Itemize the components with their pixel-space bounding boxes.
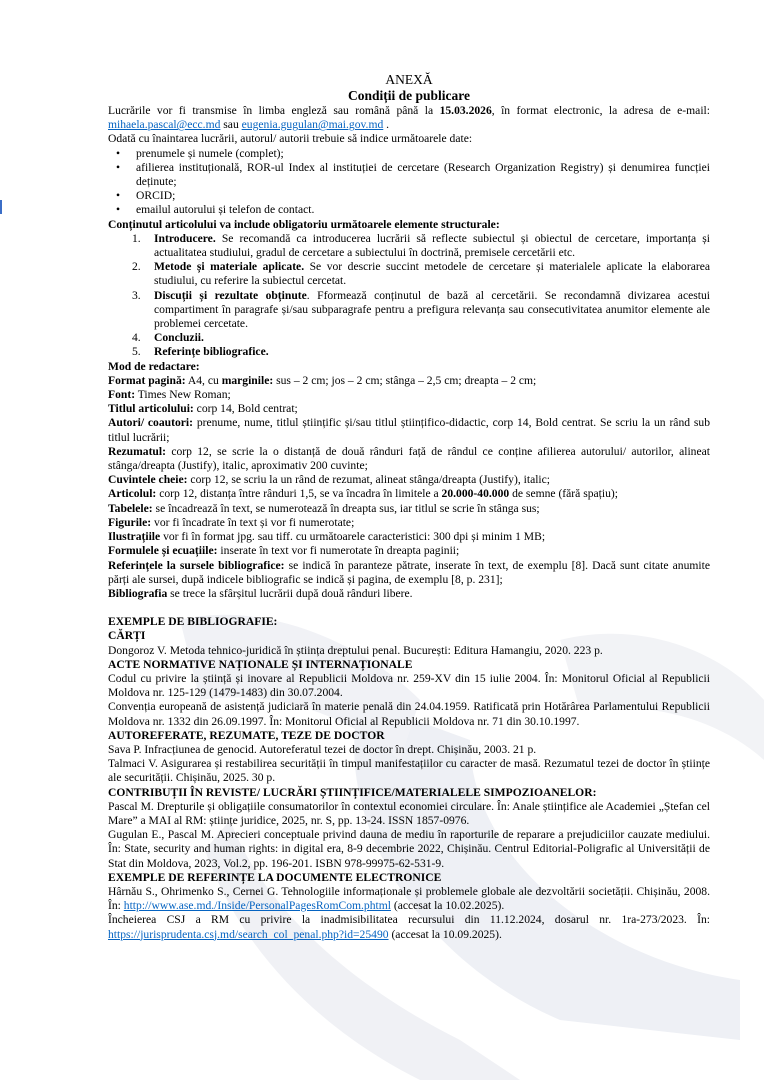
format-rules	[108, 374, 710, 601]
author-data-list	[108, 147, 710, 218]
bibliography-examples	[108, 629, 710, 885]
format-rule: Titlul articolului: corp 14, Bold centrat;	[108, 402, 298, 416]
list-item: • afilierea instituțională, ROR-ul Index al instituției de cercetare (Research Organization Registry) și denumirea funcției deținute;	[136, 161, 710, 189]
reference-link[interactable]: https://jurisprudenta.csj.md/search_col_penal.php?id=25490	[108, 927, 389, 941]
format-rule: Bibliografia se trece la sfârșitul lucrării după două rânduri libere.	[108, 586, 413, 600]
reference-link[interactable]: http://www.ase.md./Inside/PersonalPagesRomCom.phtml	[123, 899, 391, 913]
list-item: 3. Discuții și rezultate obținute. Fformează conținutul de bază al cercetării. Se recondamnă divizarea acestui compartiment în paragrafe și/sau subparagrafe pentru a prefigura relevanța sau consecutivitatea anumitor elemente ale problemei cercetate.	[132, 288, 710, 331]
biblio-entry: Dongoroz V. Metoda tehnico-juridică în știința dreptului penal. București: Editura Hamangiu, 2020. 223 p.	[108, 643, 603, 657]
list-item: 5. Referințe bibliografice.	[132, 345, 269, 359]
biblio-entry: Talmaci V. Asigurarea și restabilirea securității în timpul manifestațiilor cu caracter de masă. Rezumatul tezei de doctor în științe ale securității. Chișinău, 2025. 30 p.	[108, 757, 710, 785]
format-rule: Referințele la sursele bibliografice: se indică în paranteze pătrate, inserate în text, de exemplu [8]. Dacă sunt citate anumite părți ale sursei, după indicele bibliografic se indică și pagina, de exemplu [8, p. 231];	[108, 558, 710, 586]
list-item: 4. Concluzii.	[132, 331, 204, 345]
biblio-section-title: EXEMPLE DE REFERINȚE LA DOCUMENTE ELECTRONICE	[108, 870, 442, 884]
structure-heading: Conținutul articolului va include obligatoriu următoarele elemente structurale:	[108, 217, 500, 231]
format-rule: Articolul: corp 12, distanța între rânduri 1,5, se va încadra în limitele a 20.000-40.000 de semne (fără spațiu);	[108, 487, 618, 501]
edge-marker	[0, 200, 2, 214]
biblio-section-title: CONTRIBUȚII ÎN REVISTE/ LUCRĂRI ȘTIINȚIFICE/MATERIALELE SIMPOZIOANELOR:	[108, 785, 597, 799]
intro-paragraph: Lucrările vor fi transmise în limba engleză sau română până la 15.03.2026, în format electronic, la adresa de e-mail: mihaela.pascal@ecc.md sau eugenia.gugulan@mai.gov.md .	[108, 104, 710, 132]
format-rule: Cuvintele cheie: corp 12, se scriu la un rând de rezumat, alineat stânga/dreapta (Justify), italic;	[108, 473, 551, 487]
biblio-heading: EXEMPLE DE BIBLIOGRAFIE:	[108, 615, 278, 629]
biblio-entry: Convenția europeană de asistență judiciară în materie penală din 24.04.1959. Ratificată prin Hotărârea Parlamentului Republicii Moldova nr. 1332 din 26.09.1997. În: Monitorul Oficial al Republicii Moldova nr. 71 din 30.10.1997.	[108, 700, 710, 728]
format-rule: Formulele și ecuațiile: inserate în text vor fi numerotate în dreapta paginii;	[108, 544, 460, 558]
format-rule: Rezumatul: corp 12, se scrie la o distanță de două rânduri față de rândul ce conține afilierea autorului/ autorilor, alineat stânga/dreapta (Justify), italic, aproximativ 200 cuvinte;	[108, 444, 710, 473]
annex-title: ANEXĂ	[385, 72, 433, 87]
list-item: • ORCID;	[136, 189, 710, 203]
biblio-entry: Codul cu privire la știință și inovare al Republicii Moldova nr. 259-XV din 15 iulie 2004. În: Monitorul Oficial al Republicii Moldova nr. 125-129 (1479-1483) din 30.07.2004.	[108, 671, 710, 700]
list-item: • emailul autorului și telefon de contact.	[136, 203, 710, 217]
list-item: 2. Metode și materiale aplicate. Se vor descrie succint metodele de cercetare și materialele aplicate la elaborarea studiului, cu referire la subiectul cercetat.	[132, 260, 710, 288]
biblio-section-title: CĂRȚI	[108, 629, 146, 643]
email-link-2[interactable]: eugenia.gugulan@mai.gov.md	[241, 118, 384, 132]
biblio-entry: Încheierea CSJ a RM cu privire la inadmisibilitatea recursului din 11.12.2024, dosarul nr. 1ra-273/2023. În: https://jurisprudenta.csj.md/search_col_penal.php?id=25490 (accesat la 10.09.2025).	[108, 913, 710, 941]
deadline-date: 15.03.2026	[439, 104, 492, 117]
format-rule: Format pagină: A4, cu marginile: sus – 2 cm; jos – 2 cm; stânga – 2,5 cm; dreapta – 2 cm;	[108, 373, 537, 387]
biblio-entry: Sava P. Infracțiunea de genocid. Autoreferatul tezei de doctor în drept. Chișinău, 2003. 21 p.	[108, 742, 537, 756]
format-rule: Autori/ coautori: prenume, nume, titlul științific și/sau titlul științifico-didactic, corp 14, Bold centrat. Se scriu la un rând sub titlul lucrării;	[108, 416, 710, 444]
electronic-references	[108, 885, 710, 942]
biblio-entry: Pascal M. Drepturile și obligațiile consumatorilor în contextul economiei circulare. În: Anale științifice ale Academiei „Ștefan cel Mare” a MAI al RM: științe juridice, 2025, nr. S, pp. 13-24. ISSN 1857-0976.	[108, 799, 710, 827]
document-page	[108, 70, 710, 942]
biblio-entry: Gugulan E., Pascal M. Aprecieri conceptuale privind dauna de mediu în raporturile de reparare a prejudiciilor cauzate mediului. În: State, security and human rights: in digital era, 8-9 decembrie 2022, Chișinău. Centrul Editorial-Poligrafic al Universității de Stat din Moldova, 2023, Vol.2, pp. 196-201. ISBN 978-99975-62-531-9.	[108, 828, 710, 870]
list-item: • prenumele și numele (complet);	[136, 147, 710, 161]
structure-list	[108, 232, 710, 360]
biblio-entry: Hârnău S., Ohrimenko S., Cernei G. Tehnologiile informaționale și problemele globale ale dezvoltării societății. Chișinău, 2008. În: http://www.ase.md./Inside/PersonalPagesRomCom.phtml (accesat la 10.02.2025).	[108, 884, 710, 913]
biblio-section-title: AUTOREFERATE, REZUMATE, TEZE DE DOCTOR	[108, 728, 385, 742]
format-heading: Mod de redactare:	[108, 359, 200, 373]
format-rule: Font: Times New Roman;	[108, 388, 231, 402]
format-rule: Figurile: vor fi încadrate în text și vor fi numerotate;	[108, 515, 355, 529]
format-rule: Tabelele: se încadrează în text, se numerotează în dreapta sus, iar titlul se scrie în stânga sus;	[108, 501, 540, 515]
biblio-section-title: ACTE NORMATIVE NAȚIONALE ȘI INTERNAȚIONALE	[108, 657, 413, 671]
list-item: 1. Introducere. Se recomandă ca introducerea lucrării să reflecte subiectul și obiectul de cercetare, importanța și actualitatea studiului, gradul de cercetare a subiectului în doctrină, premisele cercetării etc.	[132, 231, 710, 260]
format-rule: Ilustrațiile vor fi în format jpg. sau tiff. cu următoarele caracteristici: 300 dpi și minim 1 MB;	[108, 530, 546, 544]
page-subtitle: Condiții de publicare	[347, 88, 471, 103]
intro-instructions: Odată cu înaintarea lucrării, autorul/ autorii trebuie să indice următoarele date:	[108, 132, 473, 146]
email-link-1[interactable]: mihaela.pascal@ecc.md	[108, 118, 221, 132]
